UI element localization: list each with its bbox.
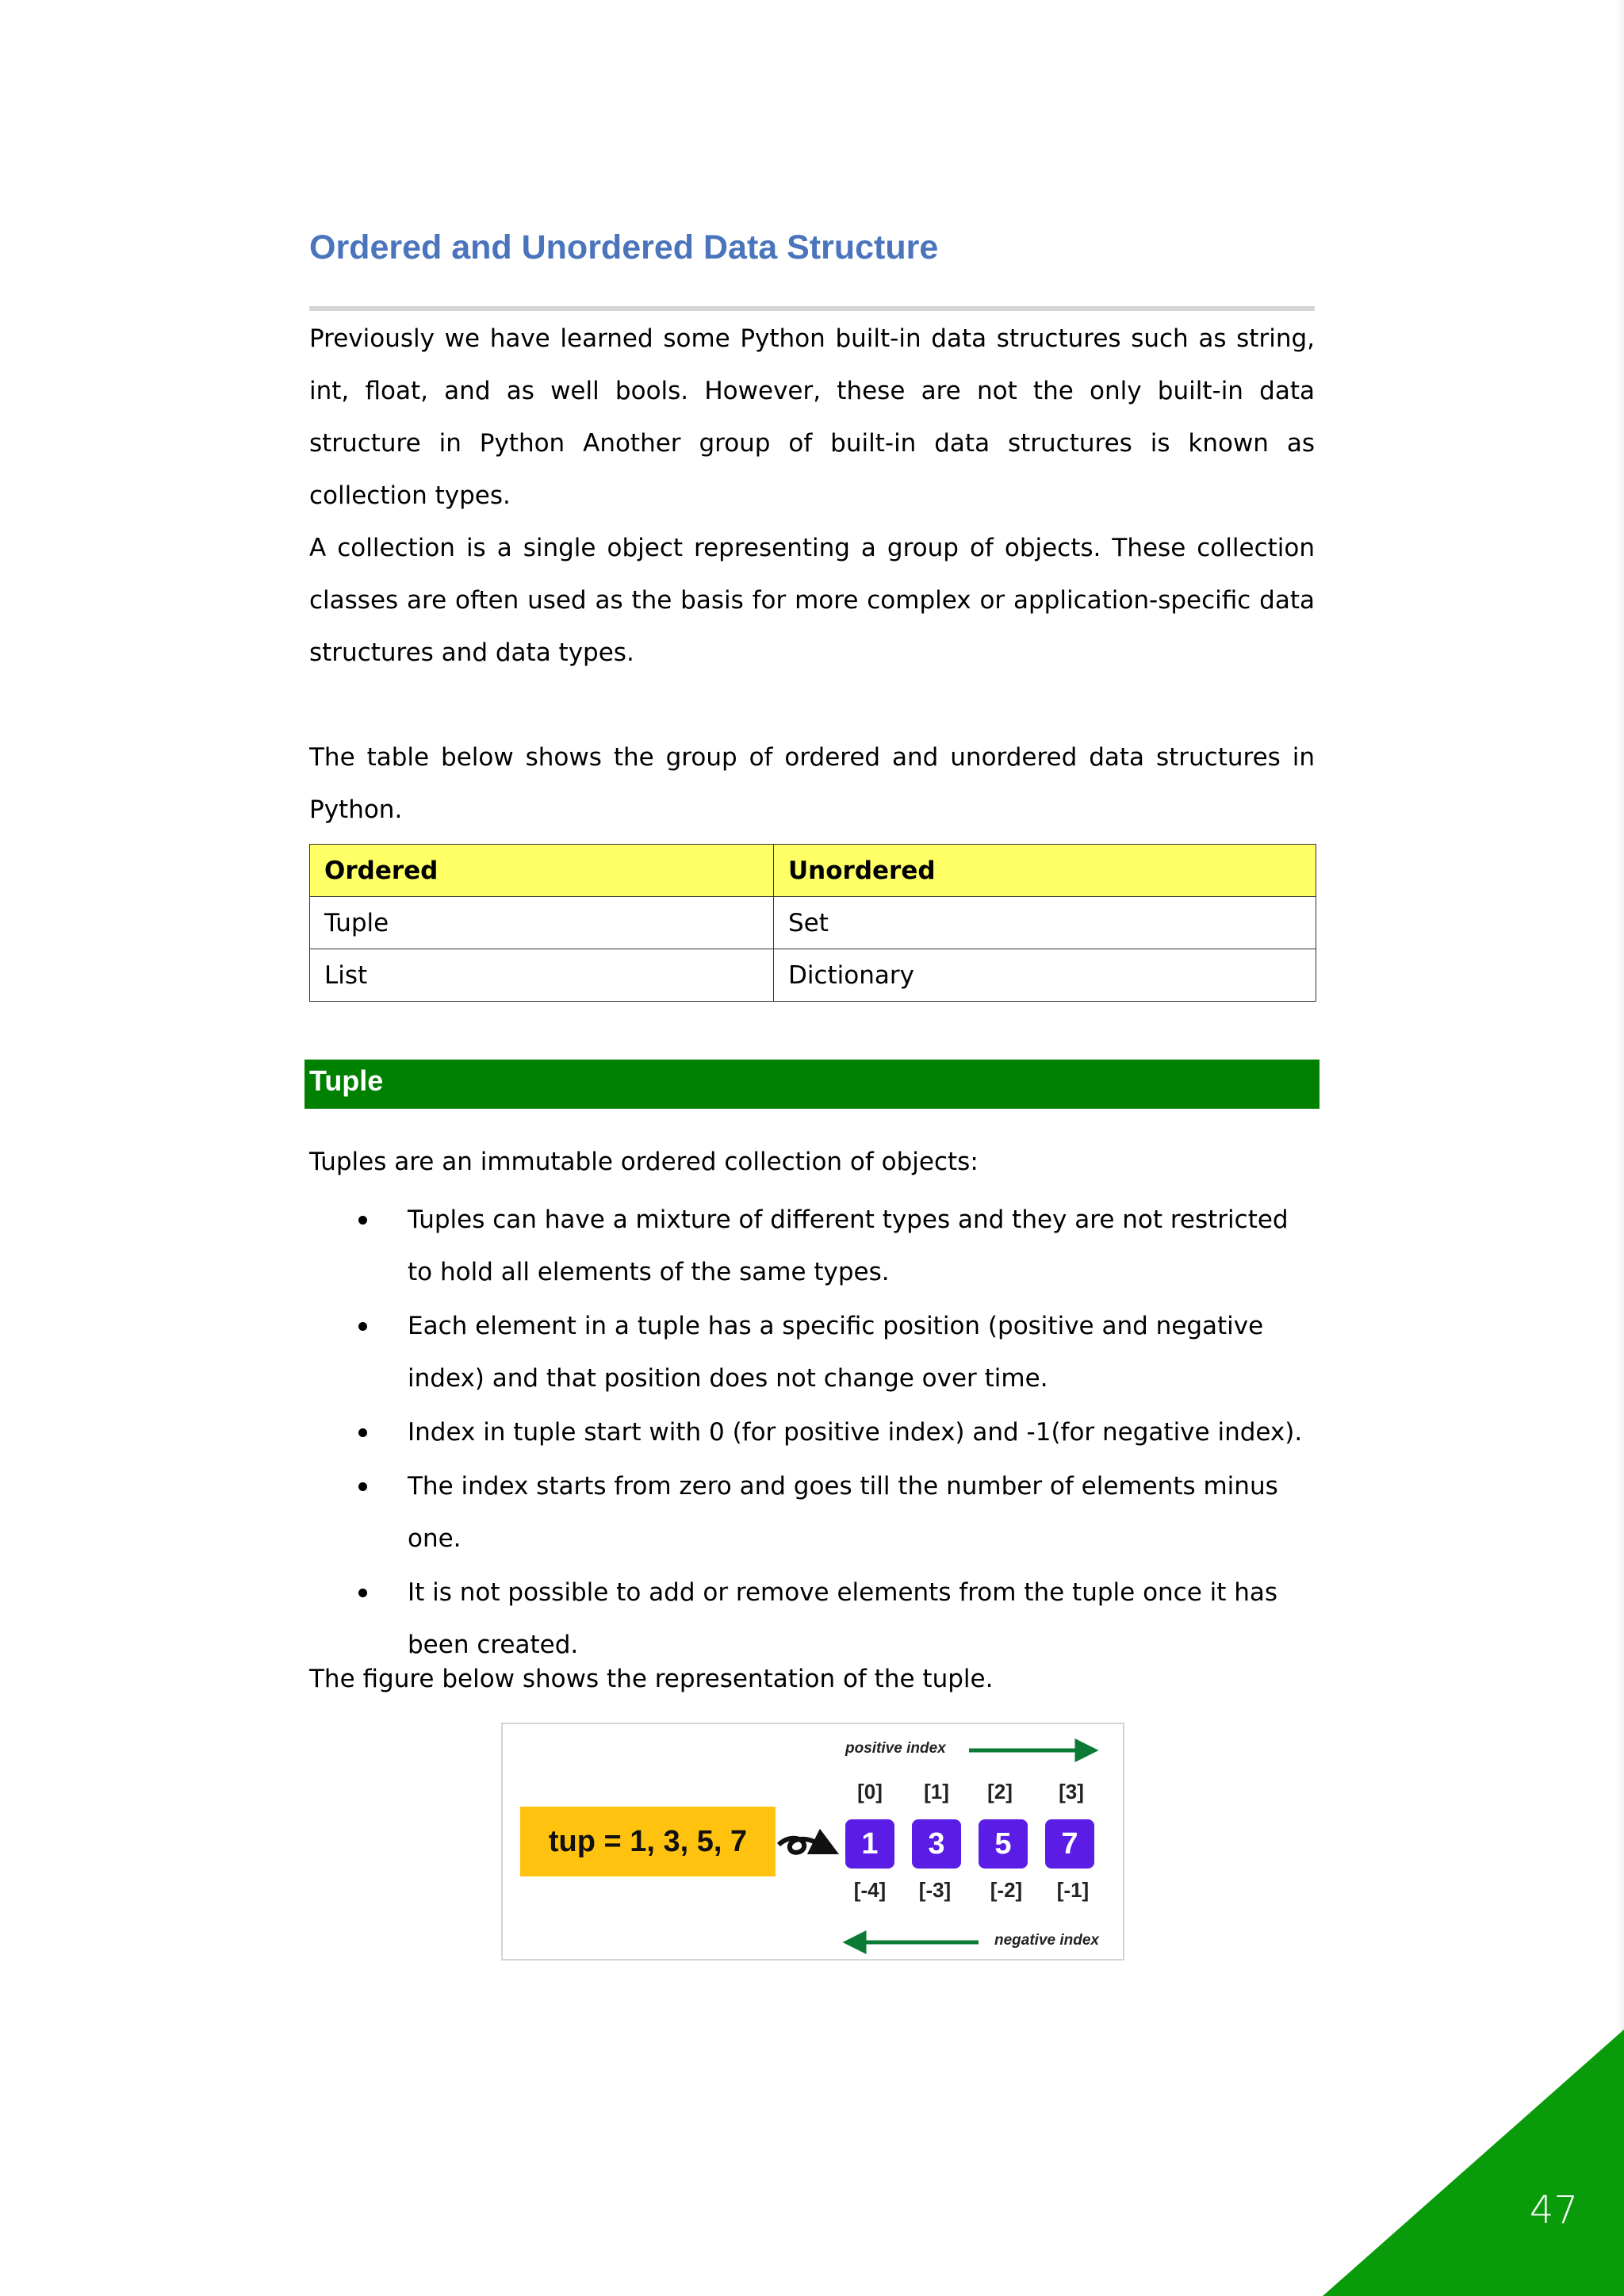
list-item: Each element in a tuple has a specific position (positive and negative index) and that position does not change over time. — [309, 1300, 1315, 1405]
positive-index-label: positive index — [845, 1740, 946, 1757]
list-item: It is not possible to add or remove elements from the tuple once it has been created. — [309, 1566, 1315, 1671]
tuple-bullet-list — [309, 1194, 1315, 1673]
positive-index: [1] — [924, 1780, 949, 1803]
table-header-ordered: Ordered — [310, 845, 774, 897]
tuple-diagram — [501, 1723, 1124, 1961]
bullet-icon — [358, 1482, 367, 1491]
curly-arrow-icon — [779, 1838, 833, 1853]
positive-index: [3] — [1059, 1780, 1084, 1803]
positive-index: [0] — [857, 1780, 883, 1803]
list-item: The index starts from zero and goes till the number of elements minus one. — [309, 1460, 1315, 1565]
table-row — [310, 949, 1316, 1002]
bullet-icon — [358, 1428, 367, 1437]
table-row — [310, 897, 1316, 949]
tuple-code-box: tup = 1, 3, 5, 7 — [520, 1807, 776, 1876]
table-cell: Dictionary — [774, 949, 1316, 1002]
page-number: 47 — [1529, 2188, 1578, 2233]
tuple-element: 3 — [912, 1819, 961, 1869]
intro-paragraph: Previously we have learned some Python built-in data structures such as string, int, float, and as well bools. However, these are not the only built-in data structure in Python Another group of built-in data structures is known as collection types. — [309, 324, 1315, 510]
tuple-intro: Tuples are an immutable ordered collection of objects: — [309, 1148, 979, 1176]
page-corner-triangle — [1323, 2030, 1624, 2296]
tuple-element: 5 — [979, 1819, 1028, 1869]
negative-index: [-1] — [1056, 1878, 1090, 1902]
positive-index: [2] — [987, 1780, 1013, 1803]
tuple-section-heading: Tuple — [309, 1064, 384, 1097]
page-edge-shadow — [1616, 0, 1624, 2296]
negative-index: [-4] — [853, 1878, 887, 1902]
figure-caption: The figure below shows the representation of the tuple. — [309, 1665, 994, 1693]
tuple-element: 7 — [1045, 1819, 1094, 1869]
list-item: Index in tuple start with 0 (for positive index) and -1(for negative index). — [309, 1406, 1315, 1458]
negative-index-label: negative index — [994, 1932, 1099, 1949]
list-item: Tuples can have a mixture of different types and they are not restricted to hold all elements of the same types. — [309, 1194, 1315, 1298]
title-divider — [309, 306, 1315, 311]
bullet-icon — [358, 1322, 367, 1331]
table-header-unordered: Unordered — [774, 845, 1316, 897]
table-cell: List — [310, 949, 774, 1002]
negative-index: [-2] — [990, 1878, 1023, 1902]
table-intro-paragraph: The table below shows the group of ordered and unordered data structures in Python. — [309, 743, 1315, 824]
tuple-section-heading-bar — [304, 1060, 1320, 1109]
tuple-element: 1 — [845, 1819, 894, 1869]
table-cell: Set — [774, 897, 1316, 949]
bullet-icon — [358, 1216, 367, 1225]
table-header-row — [310, 845, 1316, 897]
bullet-icon — [358, 1589, 367, 1597]
collection-paragraph: A collection is a single object representing a group of objects. These collection classes are often used as the basis for more complex or application-specific data structures and data types. — [309, 534, 1315, 667]
ordered-unordered-table — [309, 844, 1316, 1002]
table-cell: Tuple — [310, 897, 774, 949]
section-title: Ordered and Unordered Data Structure — [309, 228, 939, 266]
negative-index: [-3] — [918, 1878, 952, 1902]
